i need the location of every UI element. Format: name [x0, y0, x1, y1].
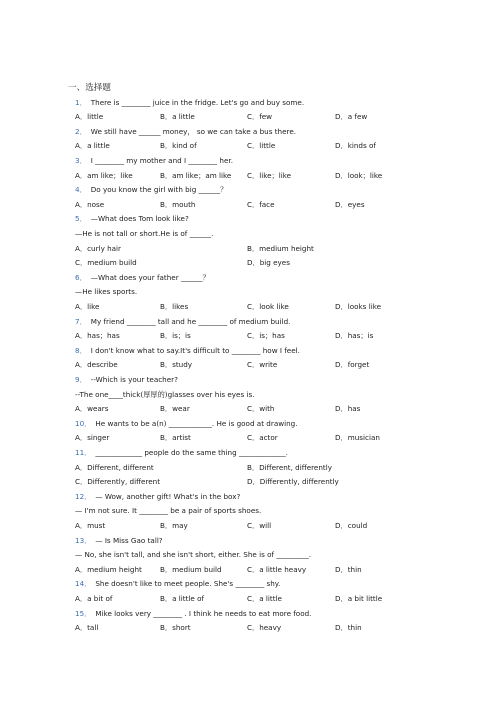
- question-line: [75, 316, 290, 328]
- question-number: 7．: [75, 316, 87, 326]
- answer-option[interactable]: B．Different, differently: [247, 462, 332, 472]
- answer-option[interactable]: D．could: [335, 520, 368, 530]
- answer-option[interactable]: C．a little heavy: [247, 564, 307, 574]
- answer-option[interactable]: D．forget: [335, 360, 370, 370]
- question-line: [75, 345, 300, 357]
- answer-option[interactable]: B．study: [160, 360, 193, 370]
- question-number: 1．: [75, 97, 87, 107]
- question-number: 6．: [75, 272, 87, 282]
- answer-option[interactable]: C．actor: [247, 433, 278, 443]
- answer-option[interactable]: D．Differently, differently: [247, 477, 339, 487]
- answer-option[interactable]: B．wear: [160, 404, 190, 414]
- answer-option[interactable]: B．a little of: [160, 593, 205, 603]
- question-text: — Is Miss Gao tall?: [95, 535, 163, 545]
- answer-option[interactable]: A．Different, different: [75, 462, 154, 472]
- answer-option[interactable]: D．has: [335, 404, 361, 414]
- question-text: Mike looks very ________ . I think he needs to eat more food.: [95, 608, 312, 618]
- question-number: 8．: [75, 345, 87, 355]
- question-line: [75, 213, 189, 225]
- answer-option[interactable]: D．a bit little: [335, 593, 383, 603]
- answer-option[interactable]: C．will: [247, 520, 272, 530]
- question-text: — I'm not sure. It ________ be a pair of sports shoes.: [75, 506, 262, 516]
- question-number: 12．: [75, 491, 92, 501]
- answer-option[interactable]: D．thin: [335, 623, 362, 633]
- answer-option[interactable]: A．wears: [75, 404, 109, 414]
- question-text: —What does Tom look like?: [90, 214, 189, 224]
- question-text: —He is not tall or short.He is of ______.: [75, 228, 214, 238]
- question-text: My friend ________ tall and he ________ of medium build.: [90, 316, 291, 326]
- question-line: [75, 491, 240, 503]
- answer-option[interactable]: C．write: [247, 360, 278, 370]
- question-line: [75, 374, 178, 386]
- answer-option[interactable]: C．few: [247, 112, 273, 122]
- question-text: --The one____thick(厚厚的)glasses over his eyes is.: [75, 389, 255, 399]
- answer-option[interactable]: D．looks like: [335, 301, 382, 311]
- answer-option[interactable]: B．a little: [160, 112, 195, 122]
- question-number: 4．: [75, 185, 87, 195]
- answer-option[interactable]: A．singer: [75, 433, 110, 443]
- answer-option[interactable]: A．tall: [75, 623, 99, 633]
- question-text: He wants to be a(n) ____________. He is good at drawing.: [95, 418, 298, 428]
- question-number: 15．: [75, 608, 92, 618]
- answer-option[interactable]: B．artist: [160, 433, 191, 443]
- answer-option[interactable]: C．face: [247, 199, 275, 209]
- answer-option[interactable]: D．musician: [335, 433, 380, 443]
- question-line: [75, 505, 261, 517]
- question-text: — No, she isn't tall, and she isn't short, either. She is of _________.: [75, 550, 311, 560]
- answer-option[interactable]: D．thin: [335, 564, 362, 574]
- answer-option[interactable]: C．is；has: [247, 331, 285, 341]
- answer-option[interactable]: B．medium height: [247, 243, 314, 253]
- answer-option[interactable]: A．has；has: [75, 331, 120, 341]
- question-line: [75, 286, 137, 298]
- answer-option[interactable]: D．kinds of: [335, 141, 376, 151]
- question-line: [75, 155, 233, 167]
- answer-option[interactable]: A．nose: [75, 199, 105, 209]
- answer-option[interactable]: C．heavy: [247, 623, 282, 633]
- question-text: Do you know the girl with big ______？: [90, 185, 228, 195]
- question-text: There is ________ juice in the fridge. Let's go and buy some.: [90, 97, 305, 107]
- answer-option[interactable]: B．medium build: [160, 564, 222, 574]
- answer-option[interactable]: B．may: [160, 520, 188, 530]
- question-number: 2．: [75, 126, 87, 136]
- question-line: [75, 549, 311, 561]
- answer-option[interactable]: D．eyes: [335, 199, 365, 209]
- question-line: [75, 389, 255, 401]
- question-text: —He likes sports.: [75, 287, 138, 297]
- question-text: I don't know what to say.It's difficult to ________ how I feel.: [90, 345, 300, 355]
- question-line: [75, 447, 288, 459]
- question-line: [75, 535, 163, 547]
- question-line: [75, 608, 311, 620]
- question-text: We still have ______ money， so we can take a bus there.: [90, 126, 297, 136]
- answer-option[interactable]: B．mouth: [160, 199, 196, 209]
- answer-option[interactable]: C．little: [247, 141, 276, 151]
- answer-option[interactable]: D．has；is: [335, 331, 374, 341]
- question-line: [75, 272, 210, 284]
- question-line: [75, 418, 298, 430]
- question-number: 5．: [75, 214, 87, 224]
- answer-option[interactable]: D．look；like: [335, 170, 383, 180]
- answer-option[interactable]: A．medium height: [75, 564, 142, 574]
- question-line: [75, 97, 304, 109]
- answer-option[interactable]: A．curly hair: [75, 243, 122, 253]
- answer-option[interactable]: A．like: [75, 301, 100, 311]
- answer-option[interactable]: C．like；like: [247, 170, 292, 180]
- section-title: 一、选择题: [68, 83, 111, 93]
- answer-option[interactable]: C．medium build: [75, 258, 137, 268]
- answer-option[interactable]: D．a few: [335, 112, 368, 122]
- question-text: She doesn't like to meet people. She's ________ shy.: [95, 579, 281, 589]
- answer-option[interactable]: B．kind of: [160, 141, 197, 151]
- answer-option[interactable]: C．a little: [247, 593, 282, 603]
- answer-option[interactable]: C．Differently, different: [75, 477, 161, 487]
- answer-option[interactable]: B．short: [160, 623, 191, 633]
- answer-option[interactable]: A．must: [75, 520, 106, 530]
- answer-option[interactable]: B．is；is: [160, 331, 191, 341]
- answer-option[interactable]: C．look like: [247, 301, 289, 311]
- question-number: 3．: [75, 155, 87, 165]
- answer-option[interactable]: A．a little: [75, 141, 110, 151]
- question-number: 11．: [75, 447, 92, 457]
- question-text: _____________ people do the same thing _____________.: [95, 447, 288, 457]
- question-text: —What does your father ______？: [90, 272, 210, 282]
- question-text: I ________ my mother and I ________ her.: [90, 155, 233, 165]
- question-line: [75, 228, 213, 240]
- question-text: — Wow, another gift! What's in the box?: [95, 491, 241, 501]
- question-number: 14．: [75, 579, 92, 589]
- answer-option[interactable]: A．am like；like: [75, 170, 133, 180]
- question-number: 10．: [75, 418, 92, 428]
- answer-option[interactable]: B．am like；am like: [160, 170, 232, 180]
- question-line: [75, 184, 227, 196]
- question-line: [75, 578, 280, 590]
- question-text: --Which is your teacher?: [90, 374, 178, 384]
- answer-option[interactable]: C．with: [247, 404, 275, 414]
- answer-option[interactable]: B．likes: [160, 301, 189, 311]
- question-number: 13．: [75, 535, 92, 545]
- question-line: [75, 126, 296, 138]
- question-number: 9．: [75, 374, 87, 384]
- answer-option[interactable]: A．describe: [75, 360, 118, 370]
- answer-option[interactable]: A．little: [75, 112, 104, 122]
- answer-option[interactable]: D．big eyes: [247, 258, 290, 268]
- answer-option[interactable]: A．a bit of: [75, 593, 113, 603]
